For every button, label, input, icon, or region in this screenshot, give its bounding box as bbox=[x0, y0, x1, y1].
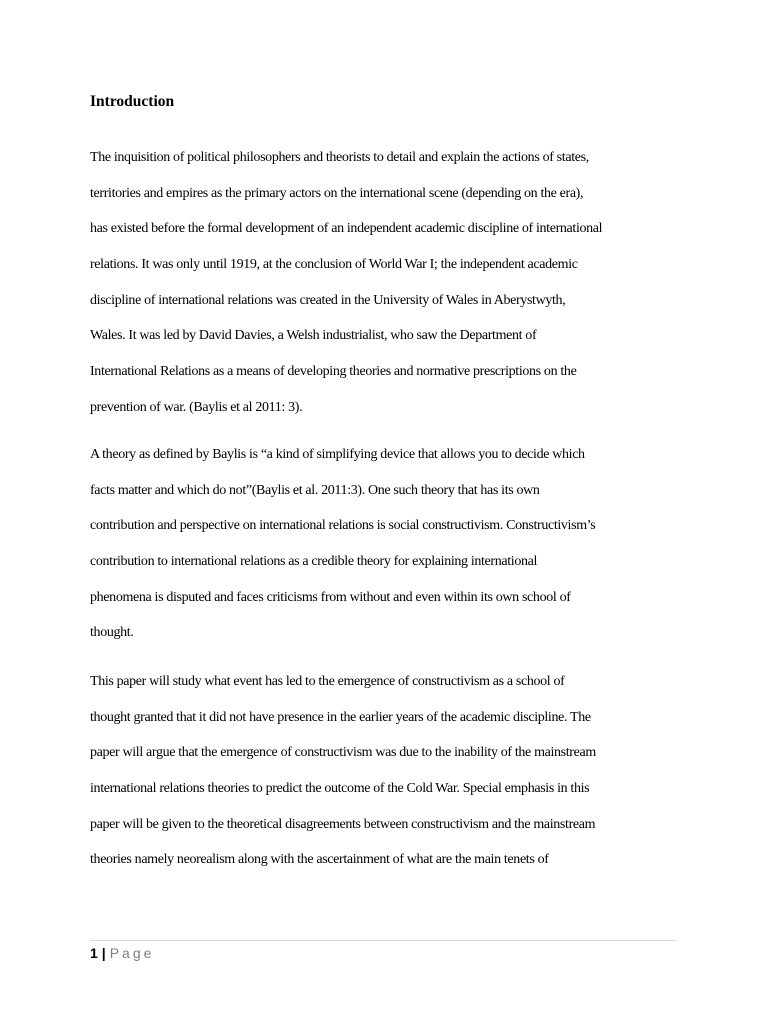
paragraph-line: paper will be given to the theoretical disagreements between constructivism and the mainstream bbox=[90, 816, 596, 832]
page-label: Page bbox=[109, 945, 155, 961]
paragraph-line: The inquisition of political philosophers and theorists to detail and explain the actions of states, bbox=[90, 150, 589, 165]
paragraph-1 bbox=[90, 148, 602, 434]
paragraph-line: facts matter and which do not”(Baylis et al. 2011:3). One such theory that has its own bbox=[90, 482, 540, 498]
paragraph-line: prevention of war. (Baylis et al 2011: 3). bbox=[90, 399, 303, 415]
paragraph-line: international relations theories to predict the outcome of the Cold War. Special emphasis in this bbox=[90, 781, 590, 797]
paragraph-line: contribution and perspective on international relations is social constructivism. Constructivism’s bbox=[90, 518, 596, 534]
paragraph-line: Wales. It was led by David Davies, a Welsh industrialist, who saw the Department of bbox=[90, 328, 537, 344]
paragraph-line: thought. bbox=[90, 625, 134, 641]
paragraph-line: paper will argue that the emergence of constructivism was due to the inability of the mainstream bbox=[90, 745, 596, 761]
page-footer bbox=[90, 943, 154, 963]
paragraph-line: International Relations as a means of developing theories and normative prescriptions on the bbox=[90, 364, 577, 380]
paragraph-line: This paper will study what event has led to the emergence of constructivism as a school of bbox=[90, 674, 565, 689]
paragraph-line: discipline of international relations was created in the University of Wales in Aberystwyth, bbox=[90, 292, 566, 308]
paragraph-line: territories and empires as the primary actors on the international scene (depending on the era), bbox=[90, 185, 584, 201]
paragraph-3 bbox=[90, 672, 596, 886]
paragraph-2 bbox=[90, 445, 595, 659]
paragraph-line: phenomena is disputed and faces criticisms from without and even within its own school of bbox=[90, 589, 571, 605]
page-separator: | bbox=[101, 945, 106, 961]
paragraph-line: has existed before the formal development of an independent academic discipline of international bbox=[90, 221, 603, 237]
paragraph-line: theories namely neorealism along with the ascertainment of what are the main tenets of bbox=[90, 852, 549, 868]
paragraph-line: relations. It was only until 1919, at the conclusion of World War I; the independent academic bbox=[90, 257, 578, 273]
section-heading: Introduction bbox=[90, 93, 175, 110]
footer-divider bbox=[90, 940, 677, 941]
paragraph-line: thought granted that it did not have presence in the earlier years of the academic discipline. The bbox=[90, 709, 591, 725]
paragraph-line: A theory as defined by Baylis is “a kind of simplifying device that allows you to decide which bbox=[90, 447, 585, 462]
page-number: 1 bbox=[90, 945, 98, 961]
paragraph-line: contribution to international relations as a credible theory for explaining international bbox=[90, 554, 538, 570]
